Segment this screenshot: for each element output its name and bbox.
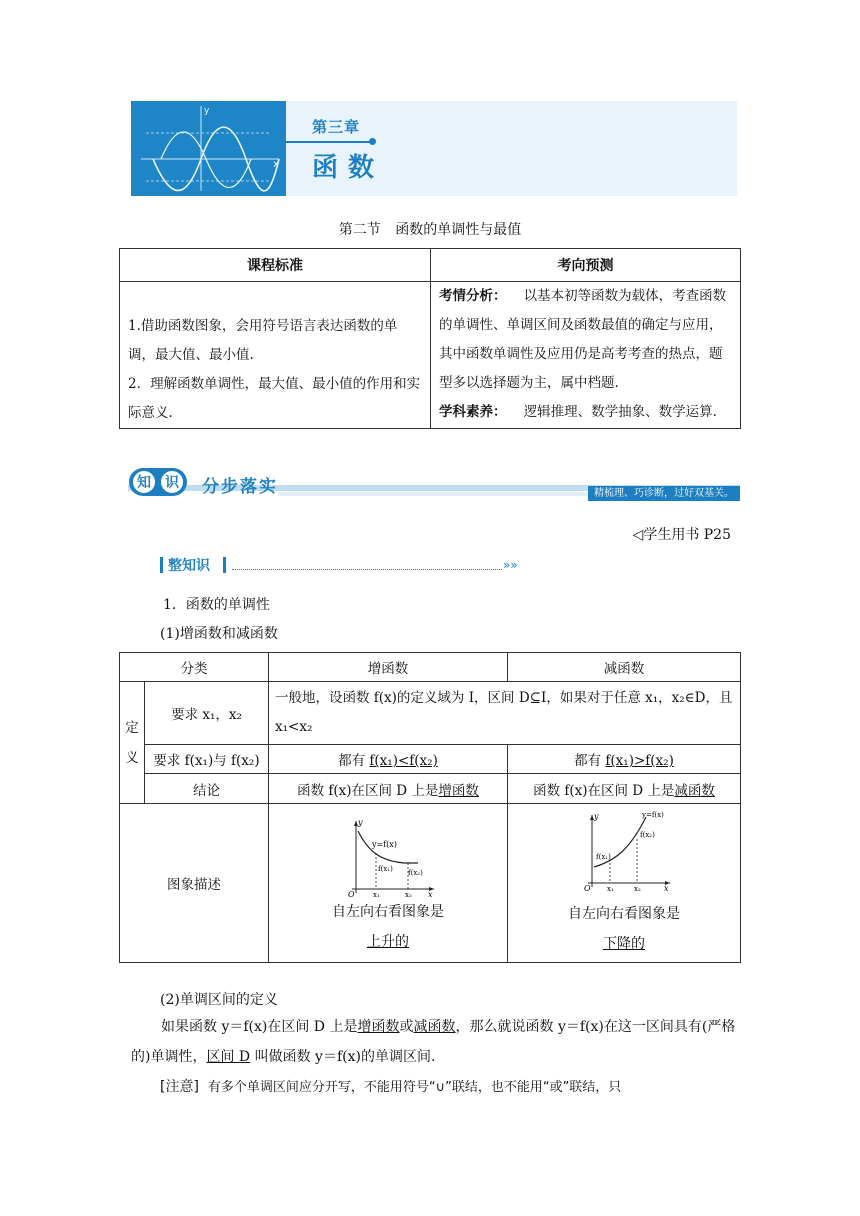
conclusion-label: 结论 [145, 774, 269, 804]
graph-inc [338, 817, 438, 897]
inc-conclusion: 函数 f(x)在区间 D 上是增函数 [269, 774, 508, 804]
svg-text:x: x [273, 159, 279, 170]
svg-text:O: O [584, 884, 591, 893]
heading-interval: (2)单调区间的定义 [160, 992, 278, 1008]
dec-conclusion: 函数 f(x)在区间 D 上是减函数 [508, 774, 741, 804]
svg-text:y: y [204, 106, 210, 116]
decreasing-graph-cell [508, 804, 741, 963]
chapter-title: 函数 [312, 153, 385, 183]
dec-condition: 都有 f(x₁)>f(x₂) [508, 745, 741, 774]
svg-text:f(x₁): f(x₁) [596, 853, 611, 861]
svg-text:O: O [348, 890, 355, 897]
monotonicity-table [119, 652, 741, 963]
standards-table [119, 248, 741, 429]
svg-text:f(x₂): f(x₂) [408, 869, 423, 877]
knowledge-badge-icon [128, 466, 188, 498]
svg-text:y: y [358, 818, 363, 827]
svg-text:x₂: x₂ [634, 885, 641, 893]
badge-char-2: 识 [165, 475, 179, 491]
analysis [439, 282, 734, 398]
definition-label: 定义 [120, 682, 145, 804]
graph-dec [574, 809, 674, 893]
analysis-label: 考情分析： [439, 288, 507, 304]
badge-char-1: 知 [137, 475, 151, 491]
svg-text:y=f(x): y=f(x) [372, 840, 397, 849]
banner-tag: 精梳理、巧诊断，过好双基关。 [588, 486, 740, 501]
section-name: 函数的单调性与最值 [395, 222, 522, 238]
marker-bar-right [223, 557, 226, 573]
note-label: [注意] [160, 1079, 199, 1095]
literacy-text: 逻辑推理、数学抽象、数学运算. [523, 404, 717, 420]
inc-condition: 都有 f(x₁)<f(x₂) [269, 745, 508, 774]
chapter-banner [131, 101, 737, 196]
svg-text:x: x [664, 884, 669, 893]
header-forecast: 考向预测 [431, 249, 741, 282]
forecast-cell [431, 282, 741, 429]
svg-text:x: x [428, 890, 433, 897]
inc-caption-answer: 上升的 [367, 934, 409, 950]
analysis-text: 以基本初等函数为载体，考查函数的单调性、单调区间及函数最值的确定与应用，其中函数单调性及应用仍是高考考查的热点，题型多以选择题为主，属中档题. [439, 288, 727, 391]
standards-cell [120, 282, 431, 429]
book-reference: ◁学生用书 P25 [632, 527, 731, 543]
req2-label: 要求 f(x₁)与 f(x₂) [145, 745, 269, 774]
chapter-divider [286, 141, 371, 143]
svg-text:y: y [594, 812, 599, 821]
chapter-label: 第三章 [312, 118, 361, 136]
section-marker [160, 555, 520, 575]
svg-text:x₂: x₂ [405, 891, 412, 897]
svg-text:x₁: x₁ [373, 891, 380, 897]
col-decreasing: 减函数 [508, 653, 741, 682]
interval-definition: 如果函数 y＝f(x)在区间 D 上是增函数或减函数，那么就说函数 y＝f(x)在这一区间具有(严格的)单调性，区间 D 叫做函数 y＝f(x)的单调区间. [131, 1019, 736, 1065]
heading-inc-dec: (1)增函数和减函数 [160, 626, 278, 642]
dec-caption: 自左向右看图象是 [568, 906, 680, 922]
req1-text: 一般地，设函数 f(x)的定义域为 I，区间 D⊆I，如果对于任意 x₁，x₂∈D，且 x₁<x₂ [269, 682, 741, 745]
inc-caption: 自左向右看图象是 [332, 904, 444, 920]
svg-text:f(x₂): f(x₂) [640, 831, 655, 839]
knowledge-banner [128, 463, 740, 505]
literacy-label: 学科素养： [439, 404, 507, 420]
heading-monotonicity: 1．函数的单调性 [163, 597, 270, 613]
increasing-graph-cell [269, 804, 508, 963]
section-number: 第二节 [338, 222, 381, 238]
banner-title: 分步落实 [202, 477, 278, 497]
header-standards: 课程标准 [120, 249, 431, 282]
note [160, 1072, 740, 1103]
req1-label: 要求 x₁，x₂ [145, 682, 269, 745]
col-class: 分类 [120, 653, 269, 682]
dec-caption-answer: 下降的 [603, 936, 645, 952]
svg-text:f(x₁): f(x₁) [378, 865, 393, 873]
standard-item-1: 1.借助函数图象，会用符号语言表达函数的单调，最大值、最小值. [128, 318, 398, 363]
double-chevron-icon: »» [503, 558, 518, 572]
literacy [439, 398, 734, 427]
graph-description-label: 图象描述 [120, 804, 269, 963]
marker-label: 整知识 [168, 558, 210, 574]
banner-graph-image [131, 101, 286, 196]
marker-dotted-line [232, 569, 502, 570]
note-text: 有多个单调区间应分开写，不能用符号“∪”联结，也不能用“或”联结，只 [207, 1080, 622, 1095]
section-title [0, 219, 860, 239]
marker-bar-left [160, 557, 163, 573]
chapter-divider-dot [369, 138, 376, 145]
svg-text:x₁: x₁ [607, 885, 614, 893]
svg-text:y=f(x): y=f(x) [642, 811, 664, 819]
standard-item-2: 2．理解函数单调性，最大值、最小值的作用和实际意义. [128, 376, 421, 421]
col-increasing: 增函数 [269, 653, 508, 682]
